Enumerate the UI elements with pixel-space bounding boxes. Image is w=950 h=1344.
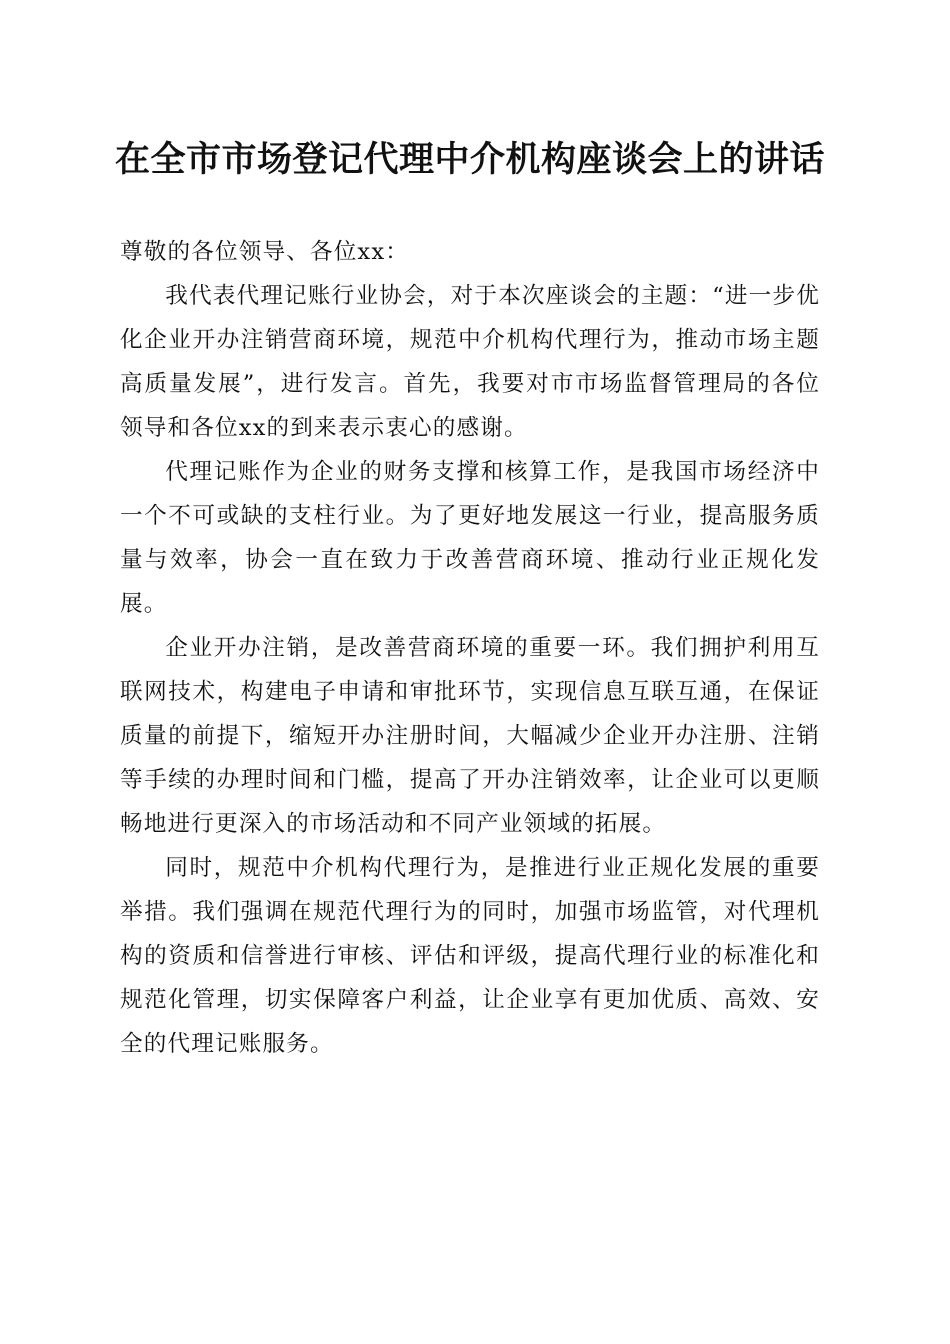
paragraph-3: 企业开办注销，是改善营商环境的重要一环。我们拥护利用互联网技术，构建电子申请和审批环节，实现信息互联互通，在保证质量的前提下，缩短开办注册时间，大幅减少企业开办注册、注销等手续的办理时间和门槛，提高了开办注销效率，让企业可以更顺畅地进行更深入的市场活动和不同产业领域的拓展。 bbox=[120, 635, 820, 837]
paragraph-1: 我代表代理记账行业协会，对于本次座谈会的主题：“进一步优化企业开办注销营商环境，规范中介机构代理行为，推动市场主题高质量发展”，进行发言。首先，我要对市市场监督管理局的各位领导和各位xx的到来表示衷心的感谢。 bbox=[120, 283, 820, 441]
document-title: 在全市市场登记代理中介机构座谈会上的讲话 bbox=[115, 139, 826, 180]
paragraph-4: 同时，规范中介机构代理行为，是推进行业正规化发展的重要举措。我们强调在规范代理行为的同时，加强市场监管，对代理机构的资质和信誉进行审核、评估和评级，提高代理行业的标准化和规范化管理，切实保障客户利益，让企业享有更加优质、高效、安全的代理记账服务。 bbox=[120, 855, 820, 1057]
document-body bbox=[120, 230, 820, 1066]
salutation: 尊敬的各位领导、各位xx： bbox=[120, 239, 409, 265]
paragraph-2: 代理记账作为企业的财务支撑和核算工作，是我国市场经济中一个不可或缺的支柱行业。为了更好地发展这一行业，提高服务质量与效率，协会一直在致力于改善营商环境、推动行业正规化发展。 bbox=[120, 459, 820, 617]
